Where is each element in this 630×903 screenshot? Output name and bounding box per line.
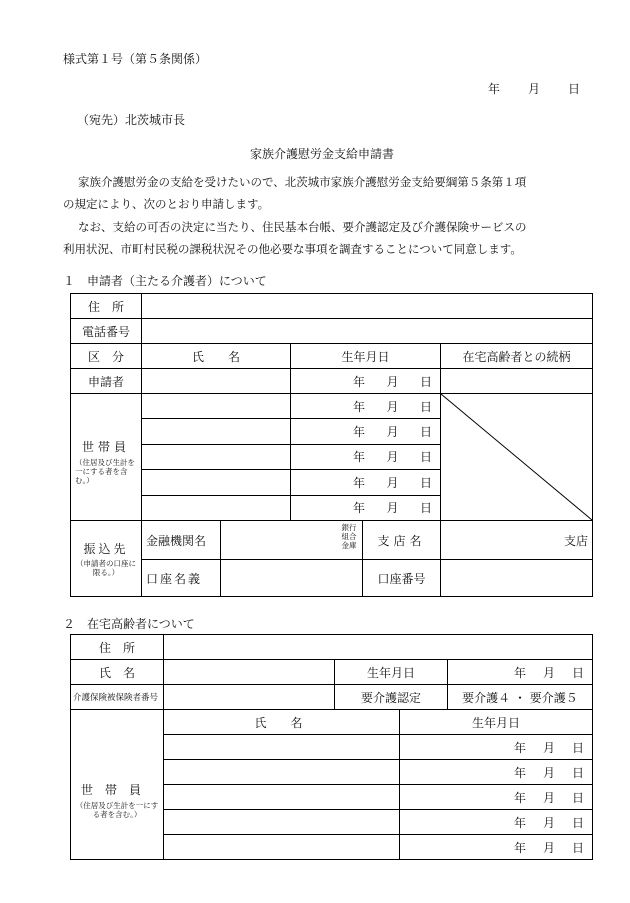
phone-field[interactable] (142, 319, 593, 344)
household-name-field[interactable] (142, 470, 291, 495)
household-label: 世帯員 (81, 439, 130, 454)
elderly-name-label: 氏 名 (71, 660, 164, 685)
elderly-household-label-cell (71, 710, 164, 860)
household-birthdate-field[interactable] (291, 495, 441, 520)
day-label: 日 (419, 399, 432, 414)
account-holder-label: 口座名義 (142, 560, 221, 597)
household-birthdate-field[interactable] (291, 470, 441, 495)
account-number-field[interactable] (441, 560, 593, 597)
household-birthdate-field[interactable] (291, 419, 441, 444)
day-label: 日 (419, 374, 432, 389)
day-label: 日 (571, 665, 584, 680)
day-label: 日 (419, 475, 432, 490)
elderly-household-note: （住居及び生計を一にする者を含む。） (75, 800, 159, 819)
account-holder-field[interactable] (221, 560, 363, 597)
elderly-household-name-field[interactable] (164, 760, 400, 785)
elderly-household-birthdate-field[interactable] (400, 810, 593, 835)
day-label: 日 (571, 815, 584, 830)
elderly-address-field[interactable] (164, 635, 593, 660)
care-level-label: 要介護認定 (335, 685, 448, 710)
year-label: 年 (514, 815, 527, 830)
year-label: 年 (353, 475, 366, 490)
month-label: 月 (386, 399, 399, 414)
branch-name-label: 支店名 (363, 521, 441, 560)
day-label: 日 (419, 450, 432, 465)
birthdate-header: 生年月日 (291, 344, 441, 369)
date-day: 日 (568, 82, 581, 96)
day-label: 日 (571, 740, 584, 755)
transfer-label: 振込先 (83, 542, 129, 556)
elderly-table (70, 634, 593, 860)
household-birthdate-field[interactable] (291, 394, 441, 419)
date-year: 年 (488, 82, 501, 96)
day-label: 日 (419, 425, 432, 440)
date-line (488, 80, 580, 97)
applicant-label: 申請者 (71, 369, 142, 394)
elderly-household-label: 世帯員 (80, 782, 153, 797)
bank-name-field[interactable] (221, 521, 363, 560)
year-label: 年 (514, 665, 527, 680)
elderly-household-name-field[interactable] (164, 735, 400, 760)
applicant-table (70, 293, 593, 597)
household-col-birth: 生年月日 (400, 710, 593, 735)
elderly-household-name-field[interactable] (164, 835, 400, 860)
insured-number-label: 介護保険被保険者番号 (71, 685, 164, 710)
paragraph-1-line-1: 家族介護慰労金の支給を受けたいので、北茨城市家族介護慰労金支給要綱第５条第１項 (78, 175, 527, 189)
phone-label: 電話番号 (71, 319, 142, 344)
form-number: 様式第１号（第５条関係） (63, 52, 208, 66)
branch-suffix: 支店 (564, 533, 589, 548)
household-name-field[interactable] (142, 495, 291, 520)
year-label: 年 (514, 790, 527, 805)
relation-header: 在宅高齢者との続柄 (441, 344, 593, 369)
paragraph-1-line-2: の規定により、次のとおり申請します。 (63, 197, 270, 211)
date-month: 月 (528, 82, 541, 96)
care-level-value[interactable]: 要介護４ ・ 要介護５ (448, 685, 593, 710)
elderly-household-birthdate-field[interactable] (400, 760, 593, 785)
month-label: 月 (386, 450, 399, 465)
year-label: 年 (514, 765, 527, 780)
month-label: 月 (386, 425, 399, 440)
day-label: 日 (419, 501, 432, 516)
household-name-field[interactable] (142, 444, 291, 469)
month-label: 月 (542, 790, 555, 805)
month-label: 月 (386, 374, 399, 389)
elderly-address-label: 住 所 (71, 635, 164, 660)
insured-number-field[interactable] (164, 685, 335, 710)
year-label: 年 (353, 501, 366, 516)
month-label: 月 (542, 740, 555, 755)
elderly-household-name-field[interactable] (164, 785, 400, 810)
applicant-relation-field[interactable] (441, 369, 593, 394)
elderly-household-birthdate-field[interactable] (400, 835, 593, 860)
name-header: 氏 名 (142, 344, 291, 369)
elderly-household-birthdate-field[interactable] (400, 735, 593, 760)
household-note: （住居及び生計を一にする者を含む。） (75, 457, 135, 485)
household-birthdate-field[interactable] (291, 444, 441, 469)
month-label: 月 (386, 501, 399, 516)
diagonal-line (441, 394, 592, 520)
applicant-name-field[interactable] (142, 369, 291, 394)
month-label: 月 (542, 765, 555, 780)
year-label: 年 (353, 450, 366, 465)
household-name-field[interactable] (142, 394, 291, 419)
transfer-note: （申請者の口座に限る。） (76, 559, 136, 577)
addressee: （宛先）北茨城市長 (77, 113, 186, 127)
elderly-household-name-field[interactable] (164, 810, 400, 835)
year-label: 年 (514, 740, 527, 755)
day-label: 日 (571, 765, 584, 780)
section-2-heading: ２ 在宅高齢者について (63, 617, 195, 631)
year-label: 年 (514, 840, 527, 855)
year-label: 年 (353, 374, 366, 389)
account-number-label: 口座番号 (363, 560, 441, 597)
household-col-name: 氏 名 (164, 710, 400, 735)
document-title: 家族介護慰労金支給申請書 (250, 147, 395, 161)
paragraph-2-line-2: 利用状況、市町村民税の課税状況その他必要な事項を調査することについて同意します。 (63, 242, 522, 256)
elderly-household-birthdate-field[interactable] (400, 785, 593, 810)
transfer-label-cell (71, 521, 142, 597)
applicant-birthdate-field[interactable] (291, 369, 441, 394)
elderly-birthdate-label: 生年月日 (335, 660, 448, 685)
address-field[interactable] (142, 294, 593, 319)
day-label: 日 (571, 840, 584, 855)
day-label: 日 (571, 790, 584, 805)
address-label: 住 所 (71, 294, 142, 319)
month-label: 月 (542, 665, 555, 680)
paragraph-2-line-1: なお、支給の可否の決定に当たり、住民基本台帳、要介護認定及び介護保険サービスの (78, 220, 527, 234)
category-header: 区 分 (71, 344, 142, 369)
household-name-field[interactable] (142, 419, 291, 444)
branch-name-field[interactable] (441, 521, 593, 560)
year-label: 年 (353, 399, 366, 414)
household-label-cell (71, 394, 142, 521)
elderly-name-field[interactable] (164, 660, 335, 685)
section-1-heading: １ 申請者（主たる介護者）について (63, 274, 267, 288)
relation-blank-diagonal (441, 394, 593, 521)
month-label: 月 (542, 840, 555, 855)
month-label: 月 (386, 475, 399, 490)
year-label: 年 (353, 425, 366, 440)
elderly-birthdate-field[interactable] (448, 660, 593, 685)
bank-type-label: 銀行組合金庫 (341, 523, 357, 550)
month-label: 月 (542, 815, 555, 830)
bank-name-label: 金融機関名 (142, 521, 221, 560)
